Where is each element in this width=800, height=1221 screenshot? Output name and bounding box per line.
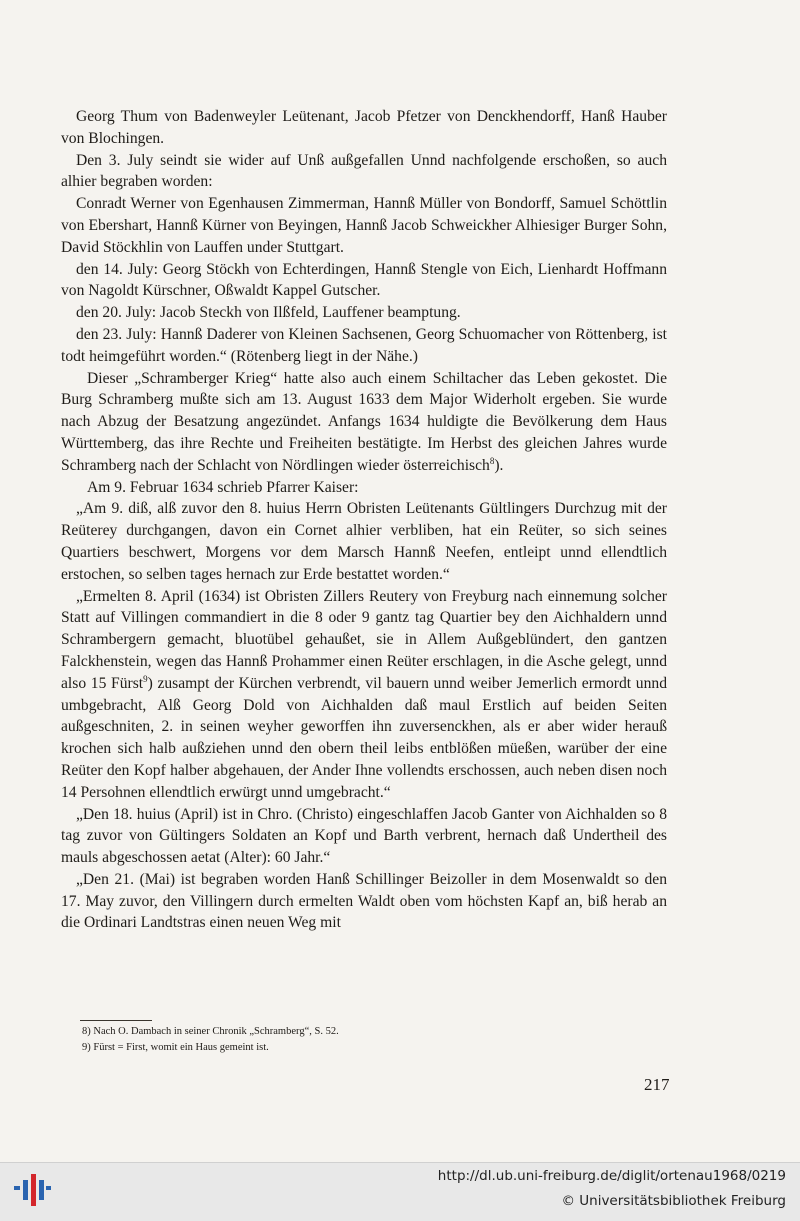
paragraph: „Am 9. diß, alß zuvor den 8. huius Herrn Obristen Leütenants Gültlingers Durchzug mit der Reüterey durchgangen, davon ein Cornet alhier verbliben, hat ein Reüter, so sich seines Quartiers beschwert, Morgens vor dem Marsch Hannß Neefen, entleipt unnd ellendtlich erstochen, so selben tages hernach zur Erde bestattet worden.“: [61, 500, 667, 583]
footnote-ref[interactable]: 9: [143, 673, 148, 684]
paragraph-text: Dieser „Schramberger Krieg“ hatte also auch einem Schiltacher das Leben gekostet. Die Burg Schramberg mußte sich am 13. August 1633 dem Major Widerholt ergeben. Sie wurde nach Abzug der Besatzung angezündet. Anfangs 1634 huldigte die Bevölkerung dem Haus Württemberg, das ihre Rechte und Freiheiten bestätigte. Im Herbst des gleichen Jahres wurde Schramberg nach der Schlacht von Nördlingen wieder österreichisch: [61, 369, 667, 474]
paragraph: Georg Thum von Badenweyler Leütenant, Jacob Pfetzer von Denckhendorff, Hanß Hauber von Blochingen.: [61, 108, 667, 147]
footnote-ref[interactable]: 8: [489, 455, 495, 466]
footnote: 8) Nach O. Dambach in seiner Chronik „Schramberg“, S. 52.: [82, 1026, 339, 1037]
paragraph: „Den 21. (Mai) ist begraben worden Hanß Schillinger Beizoller in dem Mosenwaldt so den 17. May zuvor, den Villingern durch ermelten Waldt oben vom höchsten Kapf an, biß herab an die Ordinari Landtstras einen neuen Weg mit: [61, 870, 667, 932]
ub-freiburg-logo-icon: [12, 1170, 52, 1210]
paragraph: [61, 368, 667, 477]
paragraph: den 23. July: Hannß Daderer von Kleinen Sachsenen, Georg Schuomacher von Röttenberg, ist todt heimgeführt worden.“ (Rötenberg liegt in der Nähe.): [61, 325, 667, 365]
copyright-notice: © Universitätsbibliothek Freiburg: [561, 1193, 786, 1209]
paragraph: „Den 18. huius (April) ist in Chro. (Christo) eingeschlaffen Jacob Ganter von Aichhalden so 8 tag zuvor von Gültingers Soldaten an Kopf und Barth verbrent, hernach daß Undertheil des mauls abgeschossen aetat (Alter): 60 Jahr.“: [61, 805, 667, 867]
body-text: [61, 106, 667, 934]
paragraph: den 20. July: Jacob Steckh von Ilßfeld, Lauffener beamptung.: [76, 304, 461, 322]
paragraph-text-end: ) zusampt der Kürchen verbrendt, vil bauern unnd weiber Jemerlich ermordt unnd umbgebracht, Alß Georg Dold von Aichhalden daß maul Erstlich auf beiden Seiten außgeschniten, 2. in seinen weyher geworffen ihn zuversenckhen, als er aber wider herauß krochen sich halb außziehen unnd den obern theil leibs entblößen müeßen, warüber der eine Reüter den Kopf halber abgehauen, der Ander Ihne vollendts erschossen, auch neben disen noch 14 Persohnen ellendtlich erwürgt unnd umgebracht.“: [61, 674, 667, 801]
paragraph: den 14. July: Georg Stöckh von Echterdingen, Hannß Stengle von Eich, Lienhardt Hoffmann von Nagoldt Kürschner, Oßwaldt Kappel Gutscher.: [61, 260, 667, 300]
paragraph-text-end: ).: [494, 456, 504, 474]
paragraph: Conradt Werner von Egenhausen Zimmerman, Hannß Müller von Bondorff, Samuel Schöttlin von Ebershart, Hannß Kürner von Beyingen, Hannß Jacob Schweickher Alhiesiger Burger Sohn, David Stöckhlin von Lauffen under Stuttgart.: [61, 195, 667, 256]
paragraph-text: „Ermelten 8. April (1634) ist Obristen Zillers Reutery von Freyburg nach einnemung solcher Statt auf Villingen commandiert in die 8 oder 9 gantz tag Quartier bey den Aichhaldern unnd Schrambergern gemacht, bluotübel gehaußet, sie in Allem Außgeblündert, den gantzen Falckhenstein, wegen das Hannß Prohammer einen Reüter erschlagen, in die Asche gelegt, unnd also 15 Fürst: [61, 587, 667, 692]
footnote: 9) Fürst = First, womit ein Haus gemeint ist.: [82, 1042, 269, 1053]
permalink-url[interactable]: http://dl.ub.uni-freiburg.de/diglit/ortenau1968/0219: [437, 1168, 786, 1184]
footnote-divider: [80, 1020, 152, 1021]
footnotes: [82, 1024, 642, 1056]
paragraph: Am 9. Februar 1634 schrieb Pfarrer Kaiser:: [87, 478, 359, 496]
paragraph: [61, 586, 667, 804]
paragraph: Den 3. July seindt sie wider auf Unß außgefallen Unnd nachfolgende erschoßen, so auch alhier begraben worden:: [61, 151, 667, 191]
page-number: 217: [644, 1075, 670, 1094]
